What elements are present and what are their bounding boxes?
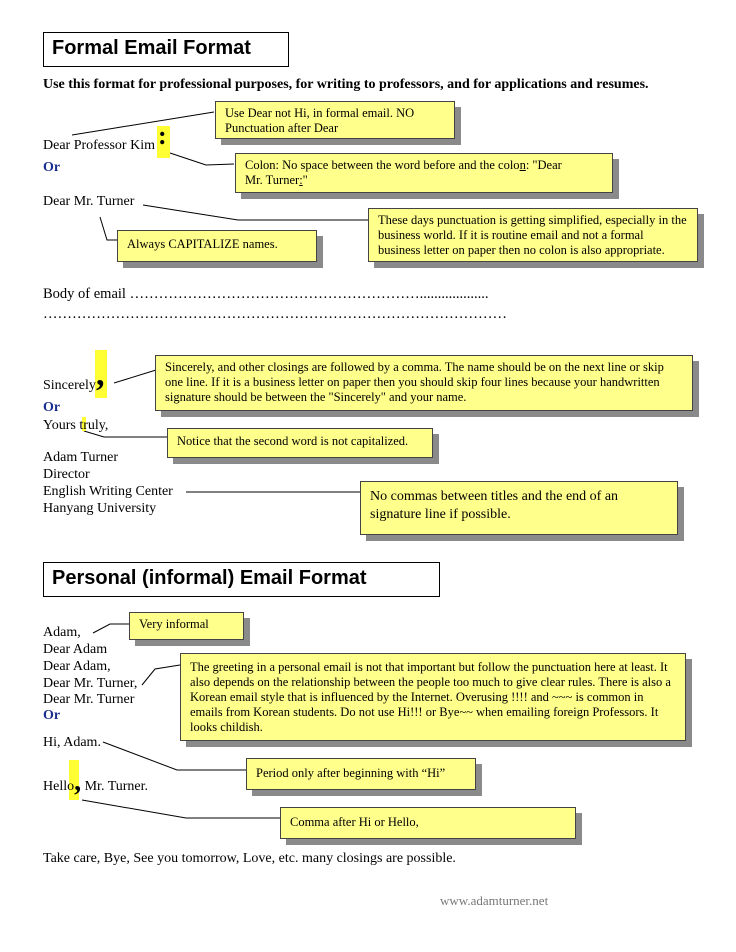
note-colon-text-f: " bbox=[302, 173, 308, 187]
greeting-mr: Dear Mr. Turner bbox=[43, 194, 135, 209]
greeting-dear-adam-comma: Dear Adam, bbox=[43, 659, 111, 674]
note-comma: Comma after Hi or Hello, bbox=[280, 807, 576, 839]
note-colon-text-a: Colon: No space between the word before and the colo bbox=[245, 158, 520, 172]
note-very-informal: Very informal bbox=[129, 612, 244, 640]
comma-mark: , bbox=[96, 356, 105, 393]
note-simplified: These days punctuation is getting simplified, especially in the business world. If it is routine email and not a formal business letter on paper then no colon is also appropriate. bbox=[368, 208, 698, 262]
closing-sincerely: Sincerely bbox=[43, 378, 96, 393]
connector-colon-a bbox=[170, 153, 206, 165]
note-period: Period only after beginning with “Hi” bbox=[246, 758, 476, 790]
colon-mark: : bbox=[158, 121, 167, 150]
note-colon-text-d: Mr. Turner bbox=[245, 173, 300, 187]
note-greeting: The greeting in a personal email is not that important but follow the punctuation here at least. It also depends on the relationship between the people too much to give clear rules. There is also a Korean email style that is influenced by the Internet. Overusing !!!! and ~~~ is common in emails from Korean students. Do not use Hi!!! or Bye~~ when emailing foreign Professors. It looks childish. bbox=[180, 653, 686, 741]
note-colon-text-c: : "Dear bbox=[525, 158, 562, 172]
footer-url: www.adamturner.net bbox=[440, 893, 549, 908]
greeting-professor: Dear Professor Kim bbox=[43, 138, 155, 153]
note-no-commas: No commas between titles and the end of an signature line if possible. bbox=[360, 481, 678, 535]
note-colon-text-b: n bbox=[519, 158, 526, 172]
body-line-2: …………………………………………………………………………………… bbox=[43, 306, 507, 322]
greeting-dear-adam: Dear Adam bbox=[43, 642, 108, 657]
or-label-2: Or bbox=[43, 400, 61, 415]
connector-capitalize bbox=[100, 217, 117, 240]
or-label-1: Or bbox=[43, 160, 61, 175]
formal-title: Formal Email Format bbox=[43, 32, 289, 67]
connector-dear bbox=[72, 112, 214, 135]
connector-colon-b bbox=[206, 164, 234, 165]
or-label-3: Or bbox=[43, 708, 61, 723]
note-colon-text-e: : bbox=[299, 173, 303, 187]
closings-text: Take care, Bye, See you tomorrow, Love, etc. many closings are possible. bbox=[43, 851, 456, 866]
signature-university: Hanyang University bbox=[43, 501, 157, 516]
signature-name: Adam Turner bbox=[43, 450, 119, 465]
connector-very-informal bbox=[93, 624, 130, 633]
greeting-dear-mr-comma: Dear Mr. Turner, bbox=[43, 676, 138, 691]
greeting-adam: Adam, bbox=[43, 625, 81, 640]
note-capitalize: Always CAPITALIZE names. bbox=[117, 230, 317, 262]
hello-comma-mark: , bbox=[74, 766, 82, 797]
signature-org: English Writing Center bbox=[43, 484, 173, 499]
connector-comma bbox=[82, 800, 280, 818]
greeting-hello bbox=[43, 766, 149, 797]
greeting-dear-mr: Dear Mr. Turner bbox=[43, 692, 135, 707]
connector-sincerely bbox=[114, 370, 156, 383]
connector-period bbox=[103, 742, 246, 770]
hello-name: Mr. Turner. bbox=[81, 779, 149, 794]
body-line-1: Body of email ……………………………………………………................... bbox=[43, 286, 489, 302]
greeting-hi-adam: Hi, Adam. bbox=[43, 735, 101, 750]
formal-intro: Use this format for professional purposes, for writing to professors, and for applications and resumes. bbox=[43, 77, 649, 92]
note-colon bbox=[235, 153, 613, 193]
hello-word: Hello bbox=[43, 779, 75, 794]
connector-simplified bbox=[143, 205, 368, 220]
connector-greeting bbox=[142, 665, 180, 685]
signature-title: Director bbox=[43, 467, 90, 482]
personal-title: Personal (informal) Email Format bbox=[43, 562, 440, 597]
note-sincerely: Sincerely, and other closings are followed by a comma. The name should be on the next line or skip one line. If it is a business letter on paper then you should skip four lines because your handwritten signature should be between the "Sincerely" and your name. bbox=[155, 355, 693, 411]
closing-yours-truly: Yours truly, bbox=[43, 418, 109, 433]
note-dear: Use Dear not Hi, in formal email. NO Punctuation after Dear bbox=[215, 101, 455, 139]
note-second-word: Notice that the second word is not capitalized. bbox=[167, 428, 433, 458]
